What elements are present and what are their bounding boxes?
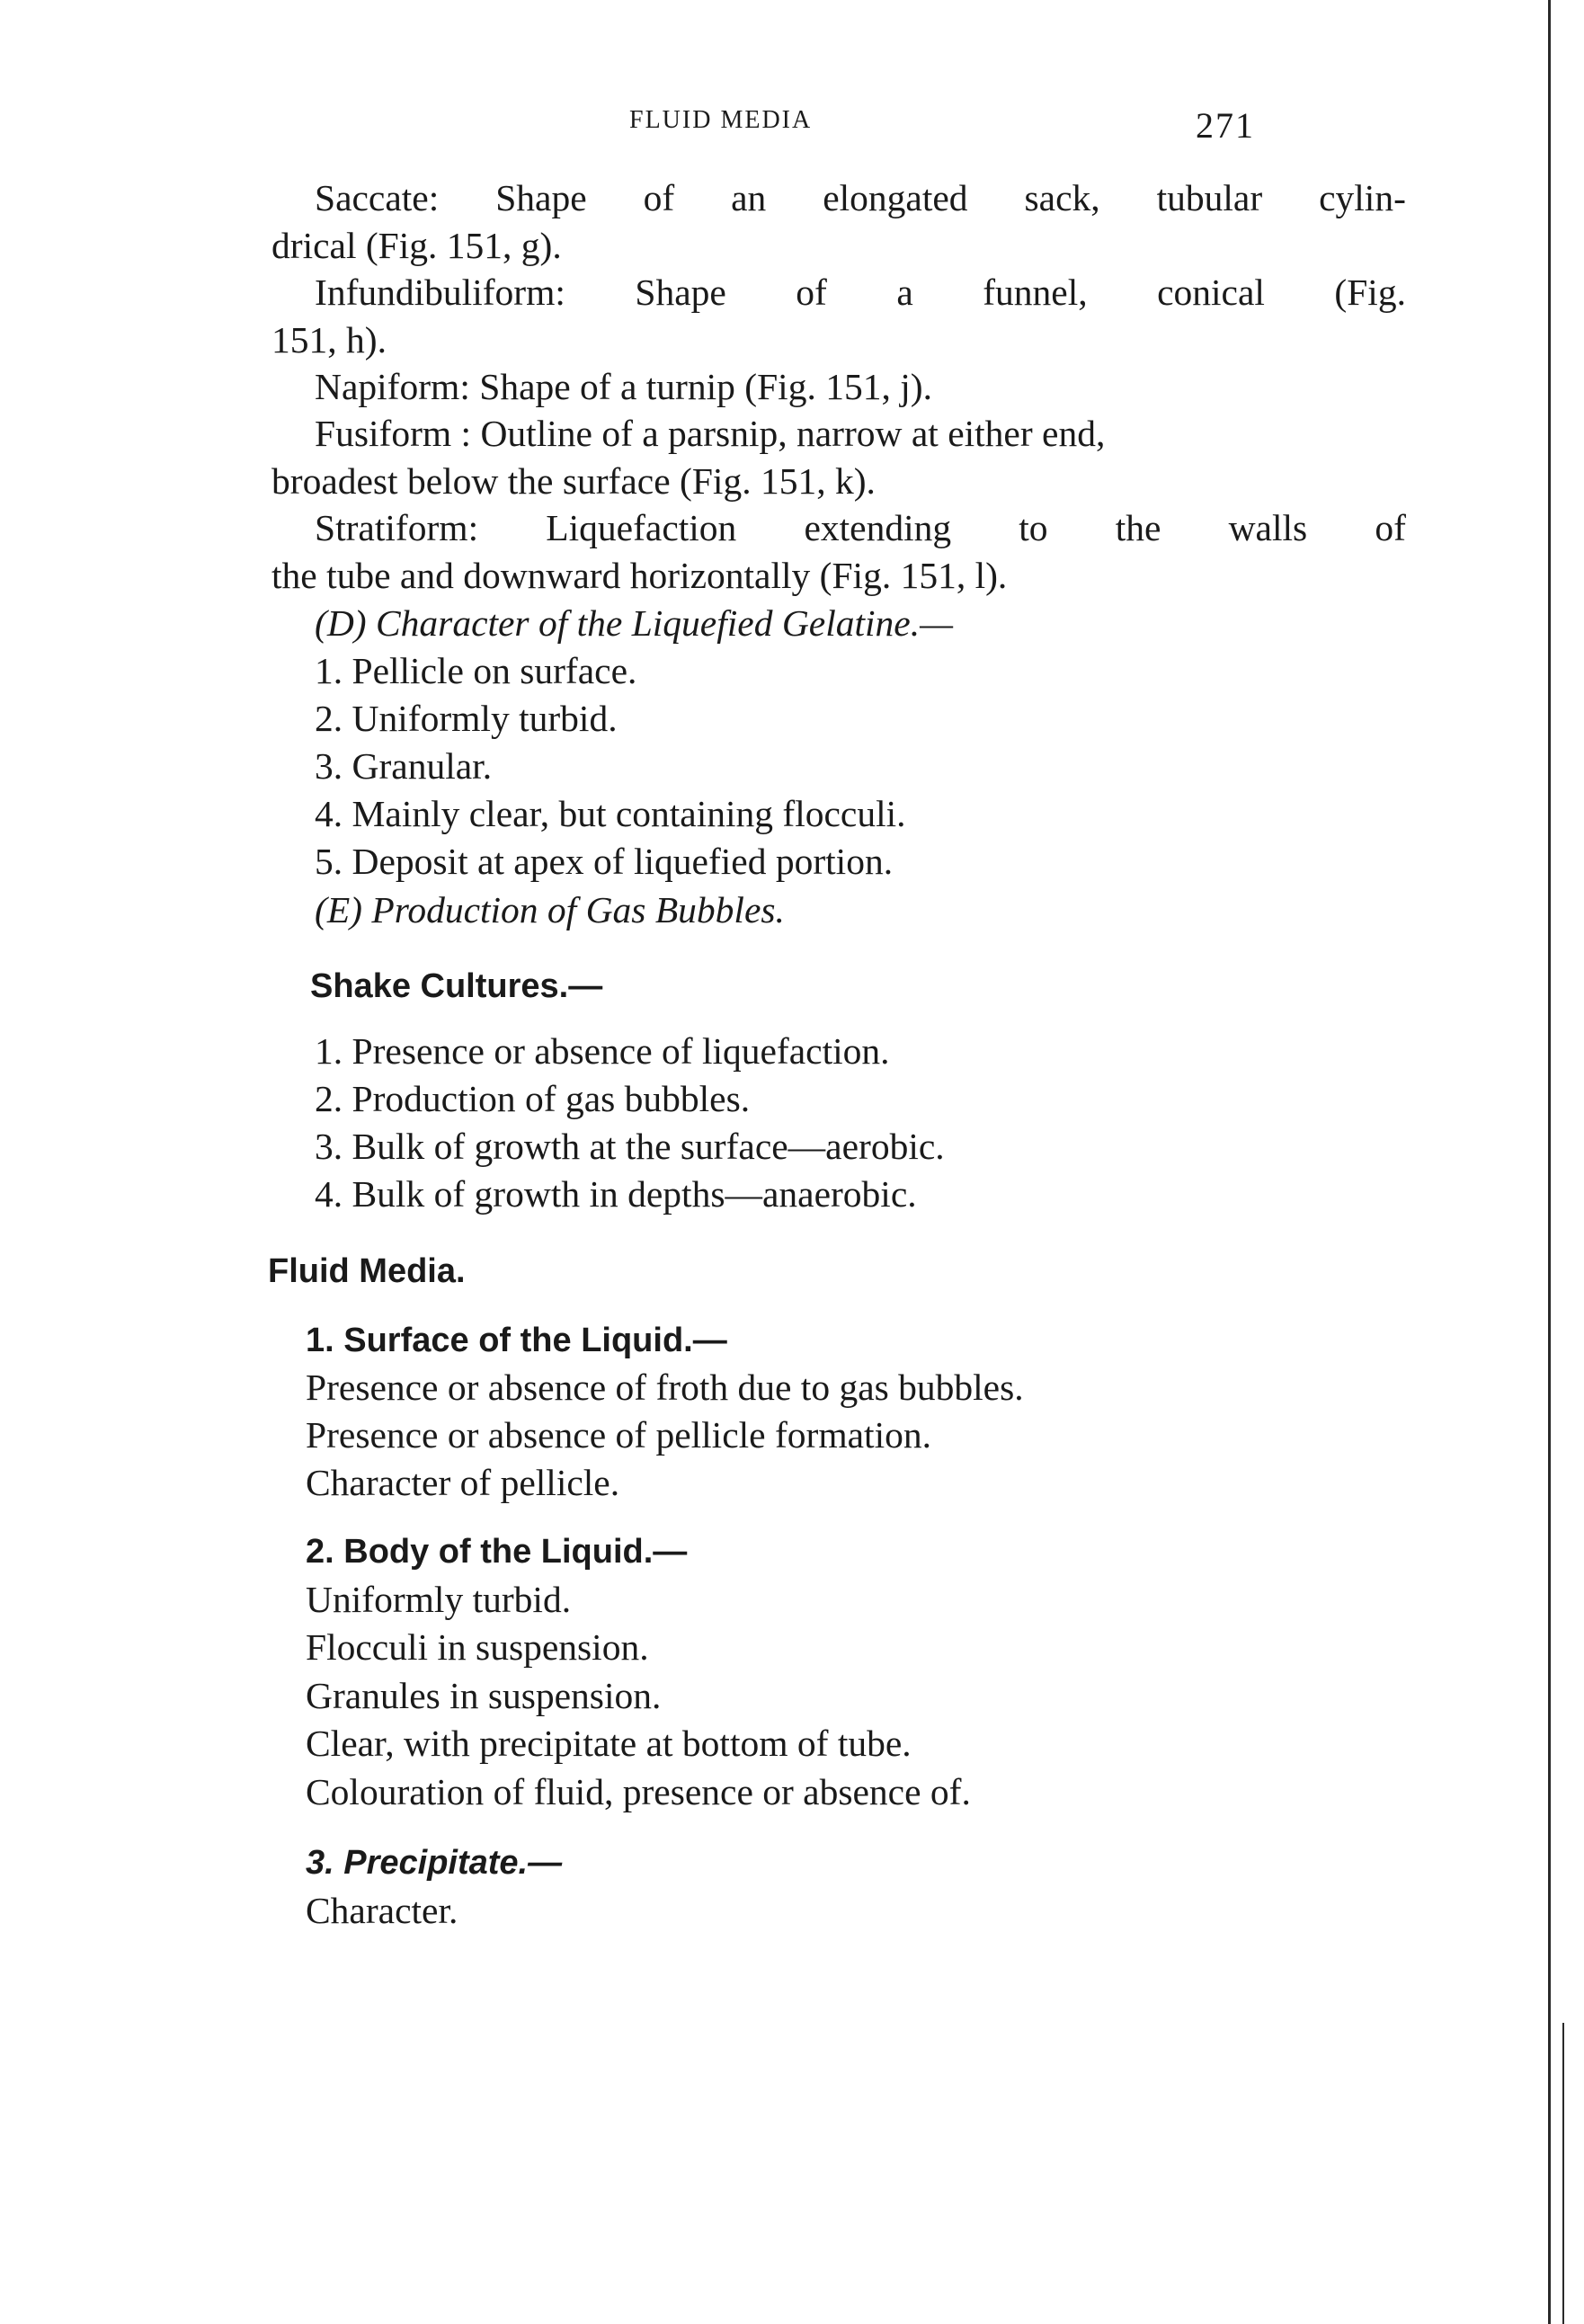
surface-heading: 1. Surface of the Liquid.— xyxy=(306,1322,727,1359)
word: funnel, xyxy=(983,272,1088,313)
word: walls xyxy=(1228,507,1308,548)
stratiform-line-2: the tube and downward horizontally (Fig. 151, l). xyxy=(271,555,1008,596)
page-number: 271 xyxy=(1196,105,1255,146)
surface-item: Presence or absence of pellicle formation. xyxy=(306,1414,931,1456)
shake-cultures-item: 1. Presence or absence of liquefaction. xyxy=(315,1030,890,1072)
word: the xyxy=(1115,507,1161,548)
section-d-item: 1. Pellicle on surface. xyxy=(315,650,637,691)
surface-item: Presence or absence of froth due to gas bubbles. xyxy=(306,1367,1024,1408)
word: conical xyxy=(1157,272,1265,313)
section-d-item: 3. Granular. xyxy=(315,745,493,787)
shake-cultures-item: 4. Bulk of growth in depths—anaerobic. xyxy=(315,1173,917,1215)
precipitate-heading: 3. Precipitate.— xyxy=(306,1844,563,1882)
word: tubular xyxy=(1156,177,1263,218)
word: sack, xyxy=(1024,177,1100,218)
word: elongated xyxy=(823,177,968,218)
section-d-item: 5. Deposit at apex of liquefied portion. xyxy=(315,841,894,882)
running-header: FLUID MEDIA xyxy=(629,106,813,134)
word: Shape xyxy=(495,177,587,218)
infundibuliform-line-2: 151, h). xyxy=(271,319,387,361)
fluid-media-heading: Fluid Media. xyxy=(268,1252,466,1290)
shake-cultures-item: 3. Bulk of growth at the surface—aerobic. xyxy=(315,1126,945,1167)
saccate-line-2: drical (Fig. 151, g). xyxy=(271,225,562,266)
fusiform-line-2: broadest below the surface (Fig. 151, k). xyxy=(271,460,876,502)
infundibuliform-line-1 xyxy=(315,274,1406,312)
section-d-item: 4. Mainly clear, but containing flocculi. xyxy=(315,793,906,834)
word: a xyxy=(896,272,913,313)
napiform-line: Napiform: Shape of a turnip (Fig. 151, j). xyxy=(315,366,932,407)
fusiform-line-1: Fusiform : Outline of a parsnip, narrow at either end, xyxy=(315,413,1106,454)
word: an xyxy=(731,177,767,218)
word: extending xyxy=(804,507,952,548)
word: to xyxy=(1019,507,1048,548)
stratiform-line-1 xyxy=(315,507,1406,548)
word: of xyxy=(796,272,827,313)
page-edge-line xyxy=(1562,2023,1564,2324)
section-d-heading: (D) Character of the Liquefied Gelatine.— xyxy=(315,602,953,644)
word: Saccate: xyxy=(315,177,440,218)
body-item: Clear, with precipitate at bottom of tube. xyxy=(306,1723,912,1764)
body-item: Uniformly turbid. xyxy=(306,1579,572,1620)
surface-item: Character of pellicle. xyxy=(306,1462,620,1503)
body-item: Colouration of fluid, presence or absence of. xyxy=(306,1771,971,1812)
shake-cultures-heading: Shake Cultures.— xyxy=(310,967,603,1005)
section-d-item: 2. Uniformly turbid. xyxy=(315,698,618,739)
precipitate-item: Character. xyxy=(306,1890,458,1931)
word: (Fig. xyxy=(1334,272,1406,313)
body-item: Flocculi in suspension. xyxy=(306,1626,649,1668)
word: of xyxy=(1375,507,1406,548)
word: Stratiform: xyxy=(315,507,479,548)
word: Shape xyxy=(635,272,726,313)
body-heading: 2. Body of the Liquid.— xyxy=(306,1533,688,1571)
word: cylin- xyxy=(1319,177,1406,218)
word: Liquefaction xyxy=(546,507,737,548)
word: of xyxy=(643,177,675,218)
body-item: Granules in suspension. xyxy=(306,1675,662,1716)
shake-cultures-item: 2. Production of gas bubbles. xyxy=(315,1078,751,1119)
section-e-heading: (E) Production of Gas Bubbles. xyxy=(315,889,785,930)
page-edge-line xyxy=(1548,0,1551,2324)
word: Infundibuliform: xyxy=(315,272,565,313)
saccate-line-1 xyxy=(315,177,1406,218)
